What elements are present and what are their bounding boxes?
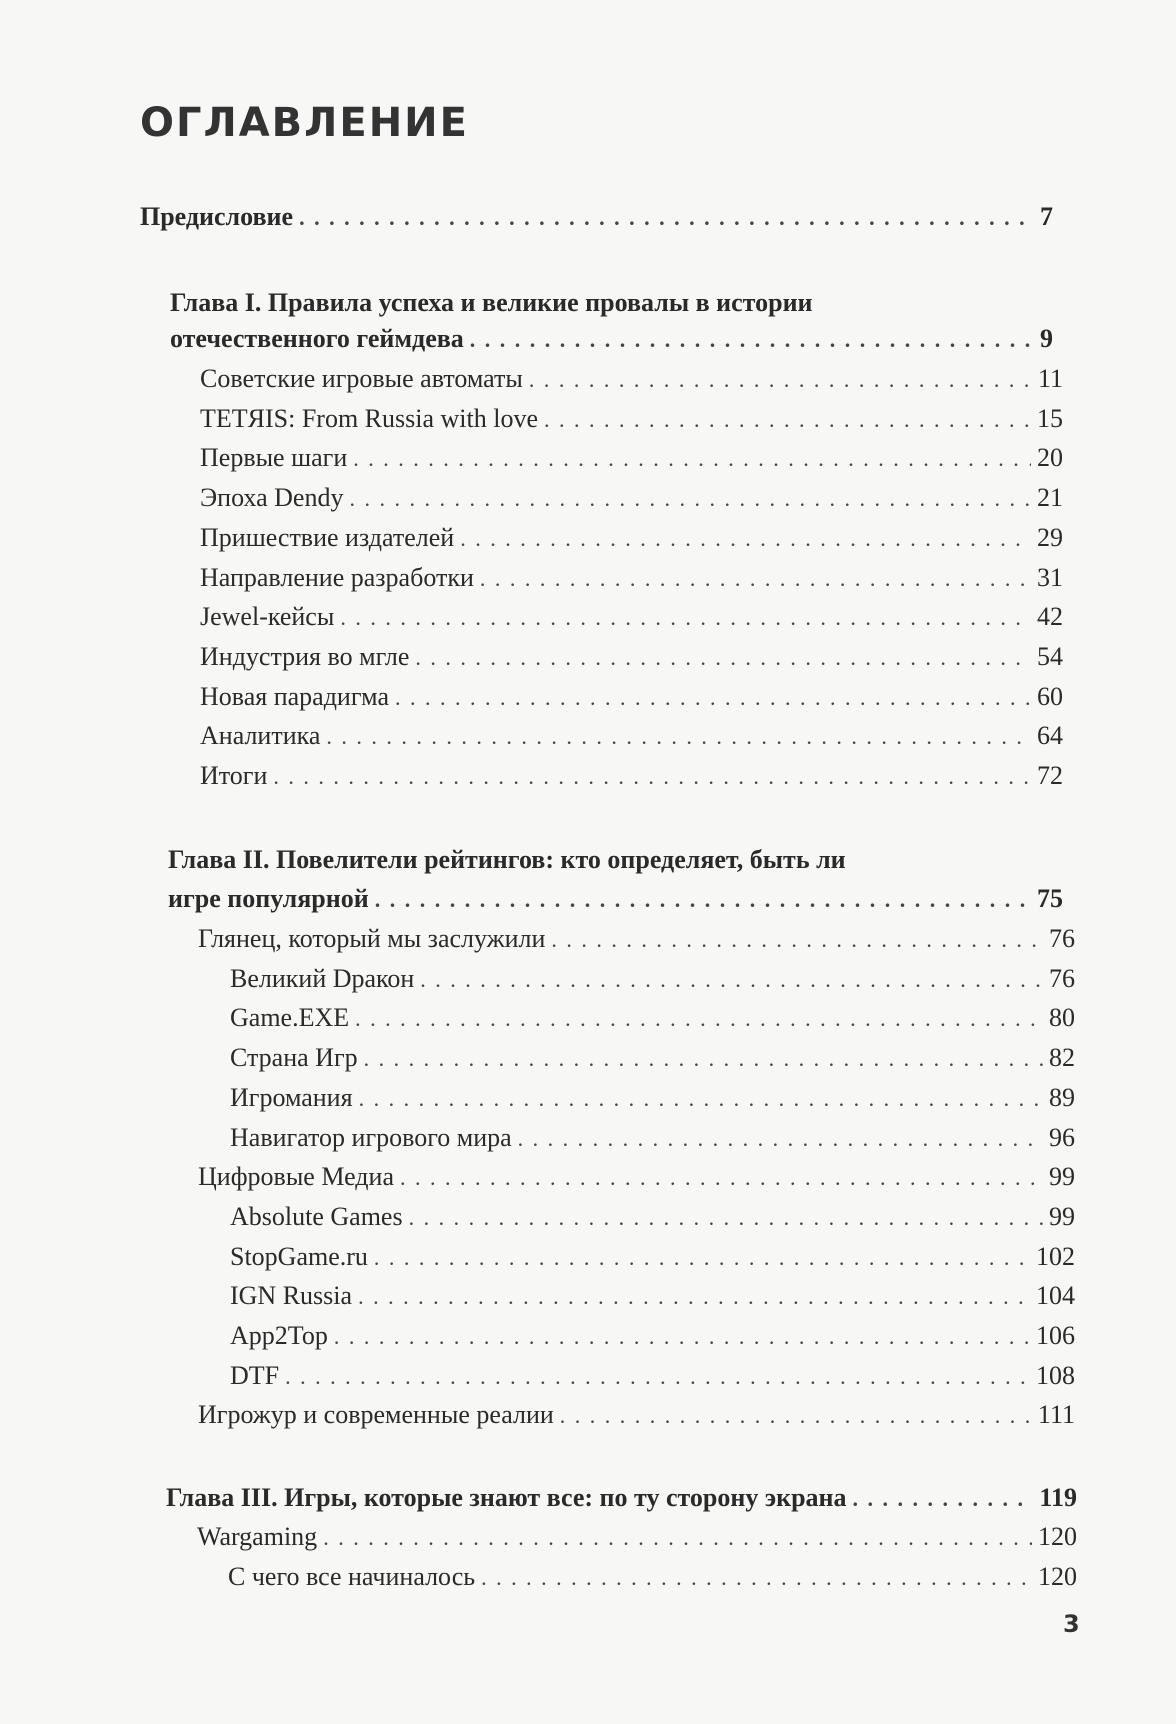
toc-page-number: 75 <box>1037 884 1063 913</box>
leader-dots <box>375 883 1031 917</box>
toc-label: Пришествие издателей <box>200 522 455 552</box>
toc-entry <box>230 1081 1075 1116</box>
toc-page-number: 106 <box>1036 1321 1075 1350</box>
toc-label: отечественного геймдева <box>170 324 464 353</box>
leader-dots <box>420 963 1043 997</box>
toc-page-number: 29 <box>1037 522 1063 552</box>
toc-page-number: 54 <box>1037 641 1063 671</box>
toc-entry <box>200 719 1063 754</box>
leader-dots <box>358 1280 1030 1314</box>
toc-entry <box>198 1160 1075 1195</box>
toc-entry <box>230 1279 1075 1314</box>
leader-dots <box>415 641 1031 675</box>
leader-dots <box>374 1241 1030 1275</box>
toc-entry <box>200 561 1063 596</box>
toc-entry <box>200 680 1063 715</box>
toc-entry <box>200 402 1063 437</box>
toc-label: DTF <box>230 1360 280 1390</box>
toc-label: Absolute Games <box>230 1201 403 1231</box>
toc-entry <box>198 1398 1075 1433</box>
toc-page-number: 31 <box>1037 562 1063 592</box>
toc-entry <box>198 922 1075 957</box>
toc-label: Предисловие <box>140 202 294 231</box>
toc-entry <box>230 1359 1075 1394</box>
toc-page-number: 96 <box>1049 1122 1075 1152</box>
leader-dots <box>285 1360 1030 1394</box>
leader-dots <box>323 1521 1032 1555</box>
toc-page-number: 99 <box>1049 1162 1075 1192</box>
toc-label: Навигатор игрового мира <box>230 1122 512 1152</box>
toc-entry-chapter-2 <box>168 882 1063 917</box>
toc-page-number: 89 <box>1049 1082 1075 1112</box>
toc-entry <box>230 1041 1075 1076</box>
leader-dots <box>409 1201 1043 1235</box>
toc-page-number: 21 <box>1037 483 1063 513</box>
leader-dots <box>560 1399 1032 1433</box>
toc-entry <box>230 1121 1075 1156</box>
toc-page-number: 99 <box>1049 1201 1075 1231</box>
leader-dots <box>355 1002 1043 1036</box>
leader-dots <box>326 720 1031 754</box>
toc-entry <box>230 1001 1075 1036</box>
toc-page-number: 82 <box>1049 1043 1075 1073</box>
leader-dots <box>481 1561 1032 1595</box>
toc-label: Jewel-кейсы <box>200 602 335 632</box>
toc-label: Цифровые Медиа <box>198 1162 394 1192</box>
toc-label: Итоги <box>200 761 268 790</box>
toc-label: Game.EXE <box>230 1003 350 1033</box>
leader-dots <box>359 1082 1043 1116</box>
toc-label: Глянец, который мы заслужили <box>198 924 546 953</box>
toc-label: Эпоха Dendy <box>200 483 344 513</box>
toc-entry-chapter-3 <box>166 1481 1077 1516</box>
toc-page-number: 20 <box>1037 443 1063 473</box>
leader-dots <box>299 201 1034 235</box>
toc-page-number: 15 <box>1037 403 1063 433</box>
toc-entry <box>230 1200 1075 1235</box>
toc-page-number: 120 <box>1038 1561 1077 1591</box>
toc-label: игре популярной <box>168 884 369 913</box>
toc-page-number: 76 <box>1049 963 1075 993</box>
toc-page-number: 60 <box>1037 681 1063 711</box>
toc-label: Игромания <box>230 1082 353 1112</box>
leader-dots <box>529 363 1032 397</box>
toc-page-number: 9 <box>1040 324 1053 353</box>
toc-page-number: 11 <box>1037 364 1063 393</box>
toc-entry <box>200 441 1063 476</box>
toc-page-number: 120 <box>1038 1522 1077 1551</box>
toc-label: Индустрия во мгле <box>200 641 410 671</box>
toc-label: Советские игровые автоматы <box>200 364 523 393</box>
toc-page-number: 42 <box>1037 602 1063 632</box>
toc-page-number: 104 <box>1036 1281 1075 1311</box>
toc-page-number: 111 <box>1037 1400 1075 1430</box>
toc-entry-preface <box>140 200 1053 235</box>
leader-dots <box>349 482 1031 516</box>
toc-page-number: 64 <box>1037 721 1063 751</box>
leader-dots <box>340 601 1031 635</box>
toc-entry <box>228 1560 1077 1595</box>
toc-label: Игрожур и современные реалии <box>198 1400 554 1430</box>
toc-entry <box>200 759 1063 794</box>
leader-dots <box>400 1161 1043 1195</box>
leader-dots <box>334 1320 1030 1354</box>
toc-page-number: 76 <box>1049 924 1075 953</box>
toc-label: Направление разработки <box>200 562 474 592</box>
leader-dots <box>853 1482 1034 1516</box>
toc-label: App2Top <box>230 1321 328 1350</box>
toc-page-number: 7 <box>1040 202 1053 231</box>
toc-entry <box>230 962 1075 997</box>
toc-label: Новая парадигма <box>200 681 389 711</box>
leader-dots <box>460 522 1031 556</box>
toc-label: Wargaming <box>197 1522 318 1551</box>
leader-dots <box>480 562 1031 596</box>
toc-page-number: 119 <box>1039 1483 1077 1512</box>
toc-label: Глава III. Игры, которые знают все: по ту сторону экрана <box>166 1483 847 1512</box>
toc-entry <box>200 600 1063 635</box>
page-title: ОГЛАВЛЕНИЕ <box>140 100 469 146</box>
toc-label: Первые шаги <box>200 443 348 473</box>
chapter-1-title: Глава I. Правила успеха и великие провалы в истории <box>170 288 813 317</box>
leader-dots <box>353 442 1031 476</box>
toc-entry <box>200 640 1063 675</box>
toc-label: TETЯIS: From Russia with love <box>200 403 538 433</box>
toc-label: Аналитика <box>200 721 321 751</box>
leader-dots <box>551 923 1043 957</box>
page-number: 3 <box>1063 1610 1080 1638</box>
toc-page-number: 80 <box>1049 1003 1075 1033</box>
toc-entry <box>230 1240 1075 1275</box>
toc-label: StopGame.ru <box>230 1241 368 1271</box>
toc-entry <box>200 362 1063 397</box>
leader-dots <box>395 681 1031 715</box>
chapter-2-title: Глава II. Повелители рейтингов: кто определяет, быть ли <box>168 845 846 874</box>
toc-label: С чего все начиналось <box>228 1561 476 1591</box>
leader-dots <box>273 760 1031 794</box>
toc-entry <box>230 1319 1075 1354</box>
toc-label: Страна Игр <box>230 1043 358 1073</box>
leader-dots <box>364 1042 1043 1076</box>
toc-label: Великий Dракон <box>230 963 415 993</box>
toc-page-number: 72 <box>1037 761 1063 790</box>
toc-entry <box>197 1520 1077 1555</box>
toc-page-number: 102 <box>1036 1241 1075 1271</box>
toc-entry-chapter-1 <box>170 322 1053 357</box>
leader-dots <box>470 323 1034 357</box>
toc-page-number: 108 <box>1036 1360 1075 1390</box>
leader-dots <box>518 1122 1043 1156</box>
leader-dots <box>544 403 1031 437</box>
toc-entry <box>200 481 1063 516</box>
toc-entry <box>200 521 1063 556</box>
toc-label: IGN Russia <box>230 1281 353 1311</box>
